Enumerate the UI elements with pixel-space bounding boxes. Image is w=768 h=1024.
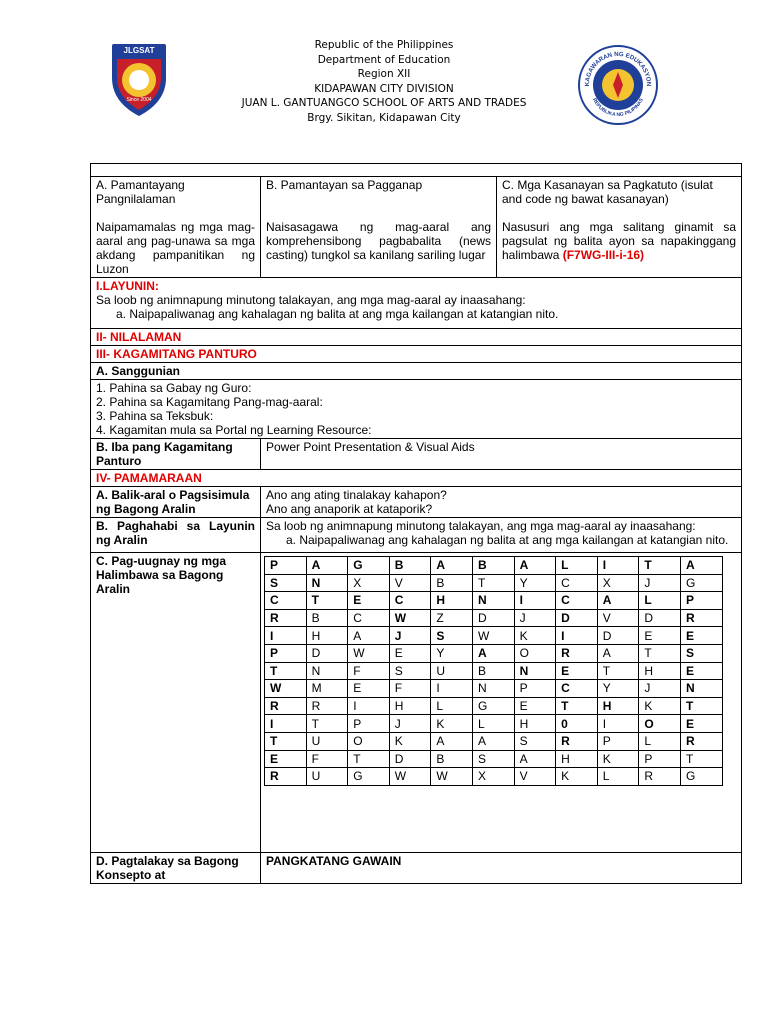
list-item: 4. Kagamitan mula sa Portal ng Learning Resource: (96, 423, 372, 437)
puzzle-letter[interactable]: G (348, 557, 390, 575)
puzzle-letter[interactable]: E (556, 662, 598, 680)
standards-b (261, 177, 497, 278)
puzzle-letter[interactable]: G (472, 697, 514, 715)
puzzle-row (265, 715, 723, 733)
puzzle-letter[interactable]: T (306, 715, 348, 733)
puzzle-letter[interactable]: E (265, 750, 307, 768)
puzzle-row (265, 592, 723, 610)
puzzle-letter[interactable]: U (431, 662, 473, 680)
puzzle-letter[interactable]: J (389, 715, 431, 733)
puzzle-letter[interactable]: R (680, 732, 722, 750)
puzzle-row (265, 768, 723, 786)
puzzle-letter[interactable]: B (472, 557, 514, 575)
puzzle-letter[interactable]: A (472, 644, 514, 662)
puzzle-letter[interactable]: P (514, 680, 556, 698)
puzzle-letter[interactable]: T (639, 557, 681, 575)
puzzle-letter[interactable]: D (556, 609, 598, 627)
puzzle-letter[interactable]: C (556, 592, 598, 610)
puzzle-letter[interactable]: F (348, 662, 390, 680)
puzzle-letter[interactable]: Z (431, 609, 473, 627)
sanggunian-heading: A. Sanggunian (91, 363, 742, 380)
puzzle-letter[interactable]: V (597, 609, 639, 627)
puzzle-letter[interactable]: C (265, 592, 307, 610)
puzzle-row (265, 574, 723, 592)
puzzle-row (265, 697, 723, 715)
sanggunian-list (91, 380, 742, 439)
puzzle-letter[interactable]: I (597, 557, 639, 575)
puzzle-letter[interactable]: Y (514, 574, 556, 592)
puzzle-letter[interactable]: F (389, 680, 431, 698)
puzzle-letter[interactable]: 0 (556, 715, 598, 733)
paghahabi-content (261, 518, 742, 553)
puzzle-letter[interactable]: A (431, 732, 473, 750)
puzzle-letter[interactable]: W (472, 627, 514, 645)
puzzle-letter[interactable]: T (265, 732, 307, 750)
puzzle-letter[interactable]: O (514, 644, 556, 662)
puzzle-letter[interactable]: S (680, 644, 722, 662)
header-line: Department of Education (317, 53, 451, 66)
puzzle-letter[interactable]: T (680, 750, 722, 768)
puzzle-letter[interactable]: E (514, 697, 556, 715)
puzzle-letter[interactable]: X (348, 574, 390, 592)
svg-text:KAGAWARAN NG EDUKASYON: KAGAWARAN NG EDUKASYON (583, 50, 653, 87)
puzzle-letter[interactable]: T (639, 644, 681, 662)
paghahabi-item: a. Naipapaliwanag ang kahalagan ng balita at ang mga kailangan at katangian nito. (286, 533, 729, 547)
puzzle-letter[interactable]: K (514, 627, 556, 645)
puzzle-letter[interactable]: C (556, 680, 598, 698)
puzzle-letter[interactable]: B (431, 574, 473, 592)
standard-a-title: A. Pamantayang Pangnilalaman (96, 178, 185, 206)
puzzle-letter[interactable]: F (306, 750, 348, 768)
puzzle-letter[interactable]: W (431, 768, 473, 786)
puzzle-letter[interactable]: C (556, 574, 598, 592)
layunin-intro: Sa loob ng animnapung minutong talakayan, ang mga mag-aaral ay inaasahang: (96, 293, 526, 307)
puzzle-letter[interactable]: J (639, 680, 681, 698)
puzzle-letter[interactable]: H (597, 697, 639, 715)
puzzle-letter[interactable]: C (389, 592, 431, 610)
puzzle-row (265, 680, 723, 698)
puzzle-letter[interactable]: O (639, 715, 681, 733)
puzzle-letter[interactable]: T (306, 592, 348, 610)
puzzle-letter[interactable]: V (514, 768, 556, 786)
paghahabi-intro: Sa loob ng animnapung minutong talakayan, ang mga mag-aaral ay inaasahang: (266, 519, 696, 533)
svg-text:JLGSAT: JLGSAT (123, 46, 155, 55)
standard-b-text: Naisasagawa ng mag-aaral ang komprehensibong pagbabalita (news casting) tungkol sa kanilang sariling lugar (266, 220, 491, 262)
blank-row (91, 164, 742, 177)
puzzle-letter[interactable]: X (472, 768, 514, 786)
puzzle-letter[interactable]: H (431, 592, 473, 610)
puzzle-letter[interactable]: K (556, 768, 598, 786)
standard-c-title: C. Mga Kasanayan sa Pagkatuto (isulat and code ng bawat kasanayan) (502, 178, 713, 206)
puzzle-letter[interactable]: K (639, 697, 681, 715)
puzzle-letter[interactable]: R (639, 768, 681, 786)
iba-pang-label: B. Iba pang Kagamitang Panturo (91, 439, 261, 470)
puzzle-letter[interactable]: T (265, 662, 307, 680)
puzzle-letter[interactable]: N (472, 592, 514, 610)
puzzle-letter[interactable]: S (389, 662, 431, 680)
puzzle-letter[interactable]: N (306, 574, 348, 592)
header-line: Republic of the Philippines (314, 39, 454, 51)
puzzle-letter[interactable]: I (348, 697, 390, 715)
pangkatang-gawain: PANGKATANG GAWAIN (261, 853, 742, 884)
header-line: JUAN L. GANTUANGCO SCHOOL OF ARTS AND TRADES (241, 97, 527, 109)
puzzle-letter[interactable]: H (389, 697, 431, 715)
puzzle-letter[interactable]: W (389, 609, 431, 627)
puzzle-letter[interactable]: A (306, 557, 348, 575)
pag-uugnay-label: C. Pag-uugnay ng mga Halimbawa sa Bagong Aralin (91, 553, 261, 853)
list-item: 2. Pahina sa Kagamitang Pang-mag-aaral: (96, 395, 323, 409)
puzzle-letter[interactable]: I (597, 715, 639, 733)
standards-a (91, 177, 261, 278)
puzzle-letter[interactable]: L (639, 732, 681, 750)
puzzle-letter[interactable]: P (680, 592, 722, 610)
puzzle-letter[interactable]: P (265, 644, 307, 662)
word-search-cell (261, 553, 742, 853)
puzzle-letter[interactable]: X (597, 574, 639, 592)
puzzle-letter[interactable]: L (597, 768, 639, 786)
puzzle-letter[interactable]: P (348, 715, 390, 733)
puzzle-letter[interactable]: J (639, 574, 681, 592)
svg-text:REPUBLIKA NG PILIPINAS: REPUBLIKA NG PILIPINAS (591, 97, 645, 119)
puzzle-letter[interactable]: R (556, 732, 598, 750)
puzzle-letter[interactable]: W (389, 768, 431, 786)
puzzle-letter[interactable]: L (472, 715, 514, 733)
puzzle-letter[interactable]: M (306, 680, 348, 698)
puzzle-letter[interactable]: O (348, 732, 390, 750)
puzzle-letter[interactable]: I (556, 627, 598, 645)
puzzle-letter[interactable]: E (348, 592, 390, 610)
puzzle-letter[interactable]: R (265, 609, 307, 627)
puzzle-letter[interactable]: D (389, 750, 431, 768)
puzzle-letter[interactable]: T (556, 697, 598, 715)
puzzle-letter[interactable]: L (639, 592, 681, 610)
puzzle-letter[interactable]: I (431, 680, 473, 698)
puzzle-letter[interactable]: R (265, 697, 307, 715)
puzzle-letter[interactable]: L (431, 697, 473, 715)
puzzle-row (265, 627, 723, 645)
puzzle-letter[interactable]: A (472, 732, 514, 750)
header-line: KIDAPAWAN CITY DIVISION (314, 82, 454, 95)
puzzle-row (265, 662, 723, 680)
puzzle-letter[interactable]: A (680, 557, 722, 575)
puzzle-letter[interactable]: E (348, 680, 390, 698)
puzzle-letter[interactable]: T (597, 662, 639, 680)
puzzle-letter[interactable]: H (556, 750, 598, 768)
puzzle-letter[interactable]: I (265, 715, 307, 733)
puzzle-letter[interactable]: S (514, 732, 556, 750)
puzzle-letter[interactable]: E (680, 627, 722, 645)
balik-aral-content (261, 487, 742, 518)
puzzle-row (265, 750, 723, 768)
standards-c (497, 177, 742, 278)
puzzle-row (265, 732, 723, 750)
puzzle-letter[interactable]: S (265, 574, 307, 592)
puzzle-letter[interactable]: E (680, 662, 722, 680)
layunin-item: a. Naipapaliwanag ang kahalagan ng balita at ang mga kailangan at katangian nito. (116, 307, 559, 321)
question: Ano ang ating tinalakay kahapon? (266, 488, 447, 502)
puzzle-letter[interactable]: R (265, 768, 307, 786)
puzzle-letter[interactable]: H (639, 662, 681, 680)
question: Ano ang anaporik at kataporik? (266, 502, 433, 516)
puzzle-letter[interactable]: Y (597, 680, 639, 698)
puzzle-letter[interactable]: P (639, 750, 681, 768)
puzzle-letter[interactable]: G (680, 768, 722, 786)
competency-code: (F7WG-III-i-16) (562, 248, 645, 262)
puzzle-letter[interactable]: D (639, 609, 681, 627)
puzzle-letter[interactable]: E (639, 627, 681, 645)
list-item: 3. Pahina sa Teksbuk: (96, 409, 214, 423)
puzzle-letter[interactable]: B (306, 609, 348, 627)
puzzle-letter[interactable]: U (306, 732, 348, 750)
puzzle-letter[interactable]: U (306, 768, 348, 786)
puzzle-letter[interactable]: A (348, 627, 390, 645)
puzzle-letter[interactable]: G (680, 574, 722, 592)
standard-c-text: Nasusuri ang mga salitang ginamit sa pagsulat ng balita ayon sa napakinggang halimbawa (502, 220, 737, 262)
puzzle-letter[interactable]: T (472, 574, 514, 592)
puzzle-letter[interactable]: N (514, 662, 556, 680)
puzzle-letter[interactable]: V (389, 574, 431, 592)
puzzle-letter[interactable]: I (514, 592, 556, 610)
header-line: Region XII (357, 68, 411, 80)
puzzle-letter[interactable]: D (597, 627, 639, 645)
kagamitan-heading: III- KAGAMITANG PANTURO (91, 346, 742, 363)
puzzle-letter[interactable]: P (597, 732, 639, 750)
puzzle-letter[interactable]: T (348, 750, 390, 768)
lesson-plan-table (90, 163, 742, 884)
standard-b-title: B. Pamantayan sa Pagganap (266, 178, 423, 192)
puzzle-letter[interactable]: D (306, 644, 348, 662)
list-item: 1. Pahina sa Gabay ng Guro: (96, 381, 252, 395)
puzzle-letter[interactable]: T (680, 697, 722, 715)
puzzle-letter[interactable]: J (514, 609, 556, 627)
puzzle-letter[interactable]: R (556, 644, 598, 662)
puzzle-letter[interactable]: H (306, 627, 348, 645)
balik-aral-label: A. Balik-aral o Pagsisimula ng Bagong Aralin (91, 487, 261, 518)
puzzle-letter[interactable]: B (431, 750, 473, 768)
puzzle-letter[interactable]: E (680, 715, 722, 733)
puzzle-letter[interactable]: R (680, 609, 722, 627)
puzzle-letter[interactable]: Y (431, 644, 473, 662)
puzzle-letter[interactable]: K (597, 750, 639, 768)
puzzle-letter[interactable]: A (597, 592, 639, 610)
svg-text:Since 2004: Since 2004 (126, 97, 152, 103)
pagtalakay-label: D. Pagtalakay sa Bagong Konsepto at (91, 853, 261, 884)
puzzle-letter[interactable]: L (556, 557, 598, 575)
puzzle-row (265, 644, 723, 662)
puzzle-row (265, 557, 723, 575)
puzzle-letter[interactable]: D (472, 609, 514, 627)
puzzle-letter[interactable]: E (389, 644, 431, 662)
puzzle-letter[interactable]: P (265, 557, 307, 575)
header-line: Brgy. Sikitan, Kidapawan City (307, 111, 461, 124)
puzzle-row (265, 609, 723, 627)
puzzle-letter[interactable]: B (472, 662, 514, 680)
puzzle-letter[interactable]: K (389, 732, 431, 750)
puzzle-letter[interactable]: R (306, 697, 348, 715)
puzzle-letter[interactable]: K (431, 715, 473, 733)
puzzle-letter[interactable]: S (472, 750, 514, 768)
nilalaman-heading: II- NILALAMAN (91, 329, 742, 346)
puzzle-letter[interactable]: C (348, 609, 390, 627)
iba-pang-value: Power Point Presentation & Visual Aids (261, 439, 742, 470)
word-search-puzzle (264, 556, 723, 786)
puzzle-letter[interactable]: A (514, 557, 556, 575)
puzzle-letter[interactable]: B (389, 557, 431, 575)
puzzle-letter[interactable]: J (389, 627, 431, 645)
puzzle-letter[interactable]: N (306, 662, 348, 680)
deped-seal (577, 44, 659, 126)
puzzle-letter[interactable]: W (265, 680, 307, 698)
puzzle-letter[interactable]: N (472, 680, 514, 698)
puzzle-letter[interactable]: G (348, 768, 390, 786)
pamamaraan-heading: IV- PAMAMARAAN (91, 470, 742, 487)
puzzle-letter[interactable]: I (265, 627, 307, 645)
puzzle-letter[interactable]: S (431, 627, 473, 645)
puzzle-letter[interactable]: N (680, 680, 722, 698)
puzzle-letter[interactable]: A (431, 557, 473, 575)
puzzle-letter[interactable]: A (514, 750, 556, 768)
puzzle-letter[interactable]: W (348, 644, 390, 662)
puzzle-letter[interactable]: A (597, 644, 639, 662)
layunin-section (91, 278, 742, 329)
standard-a-text: Naipamamalas ng mga mag-aaral ang pag-unawa sa mga akdang pampanitikan ng Luzon (96, 220, 255, 276)
puzzle-letter[interactable]: H (514, 715, 556, 733)
layunin-title: I.LAYUNIN: (96, 279, 159, 293)
paghahabi-label: B. Paghahabi sa Layunin ng Aralin (91, 518, 261, 553)
